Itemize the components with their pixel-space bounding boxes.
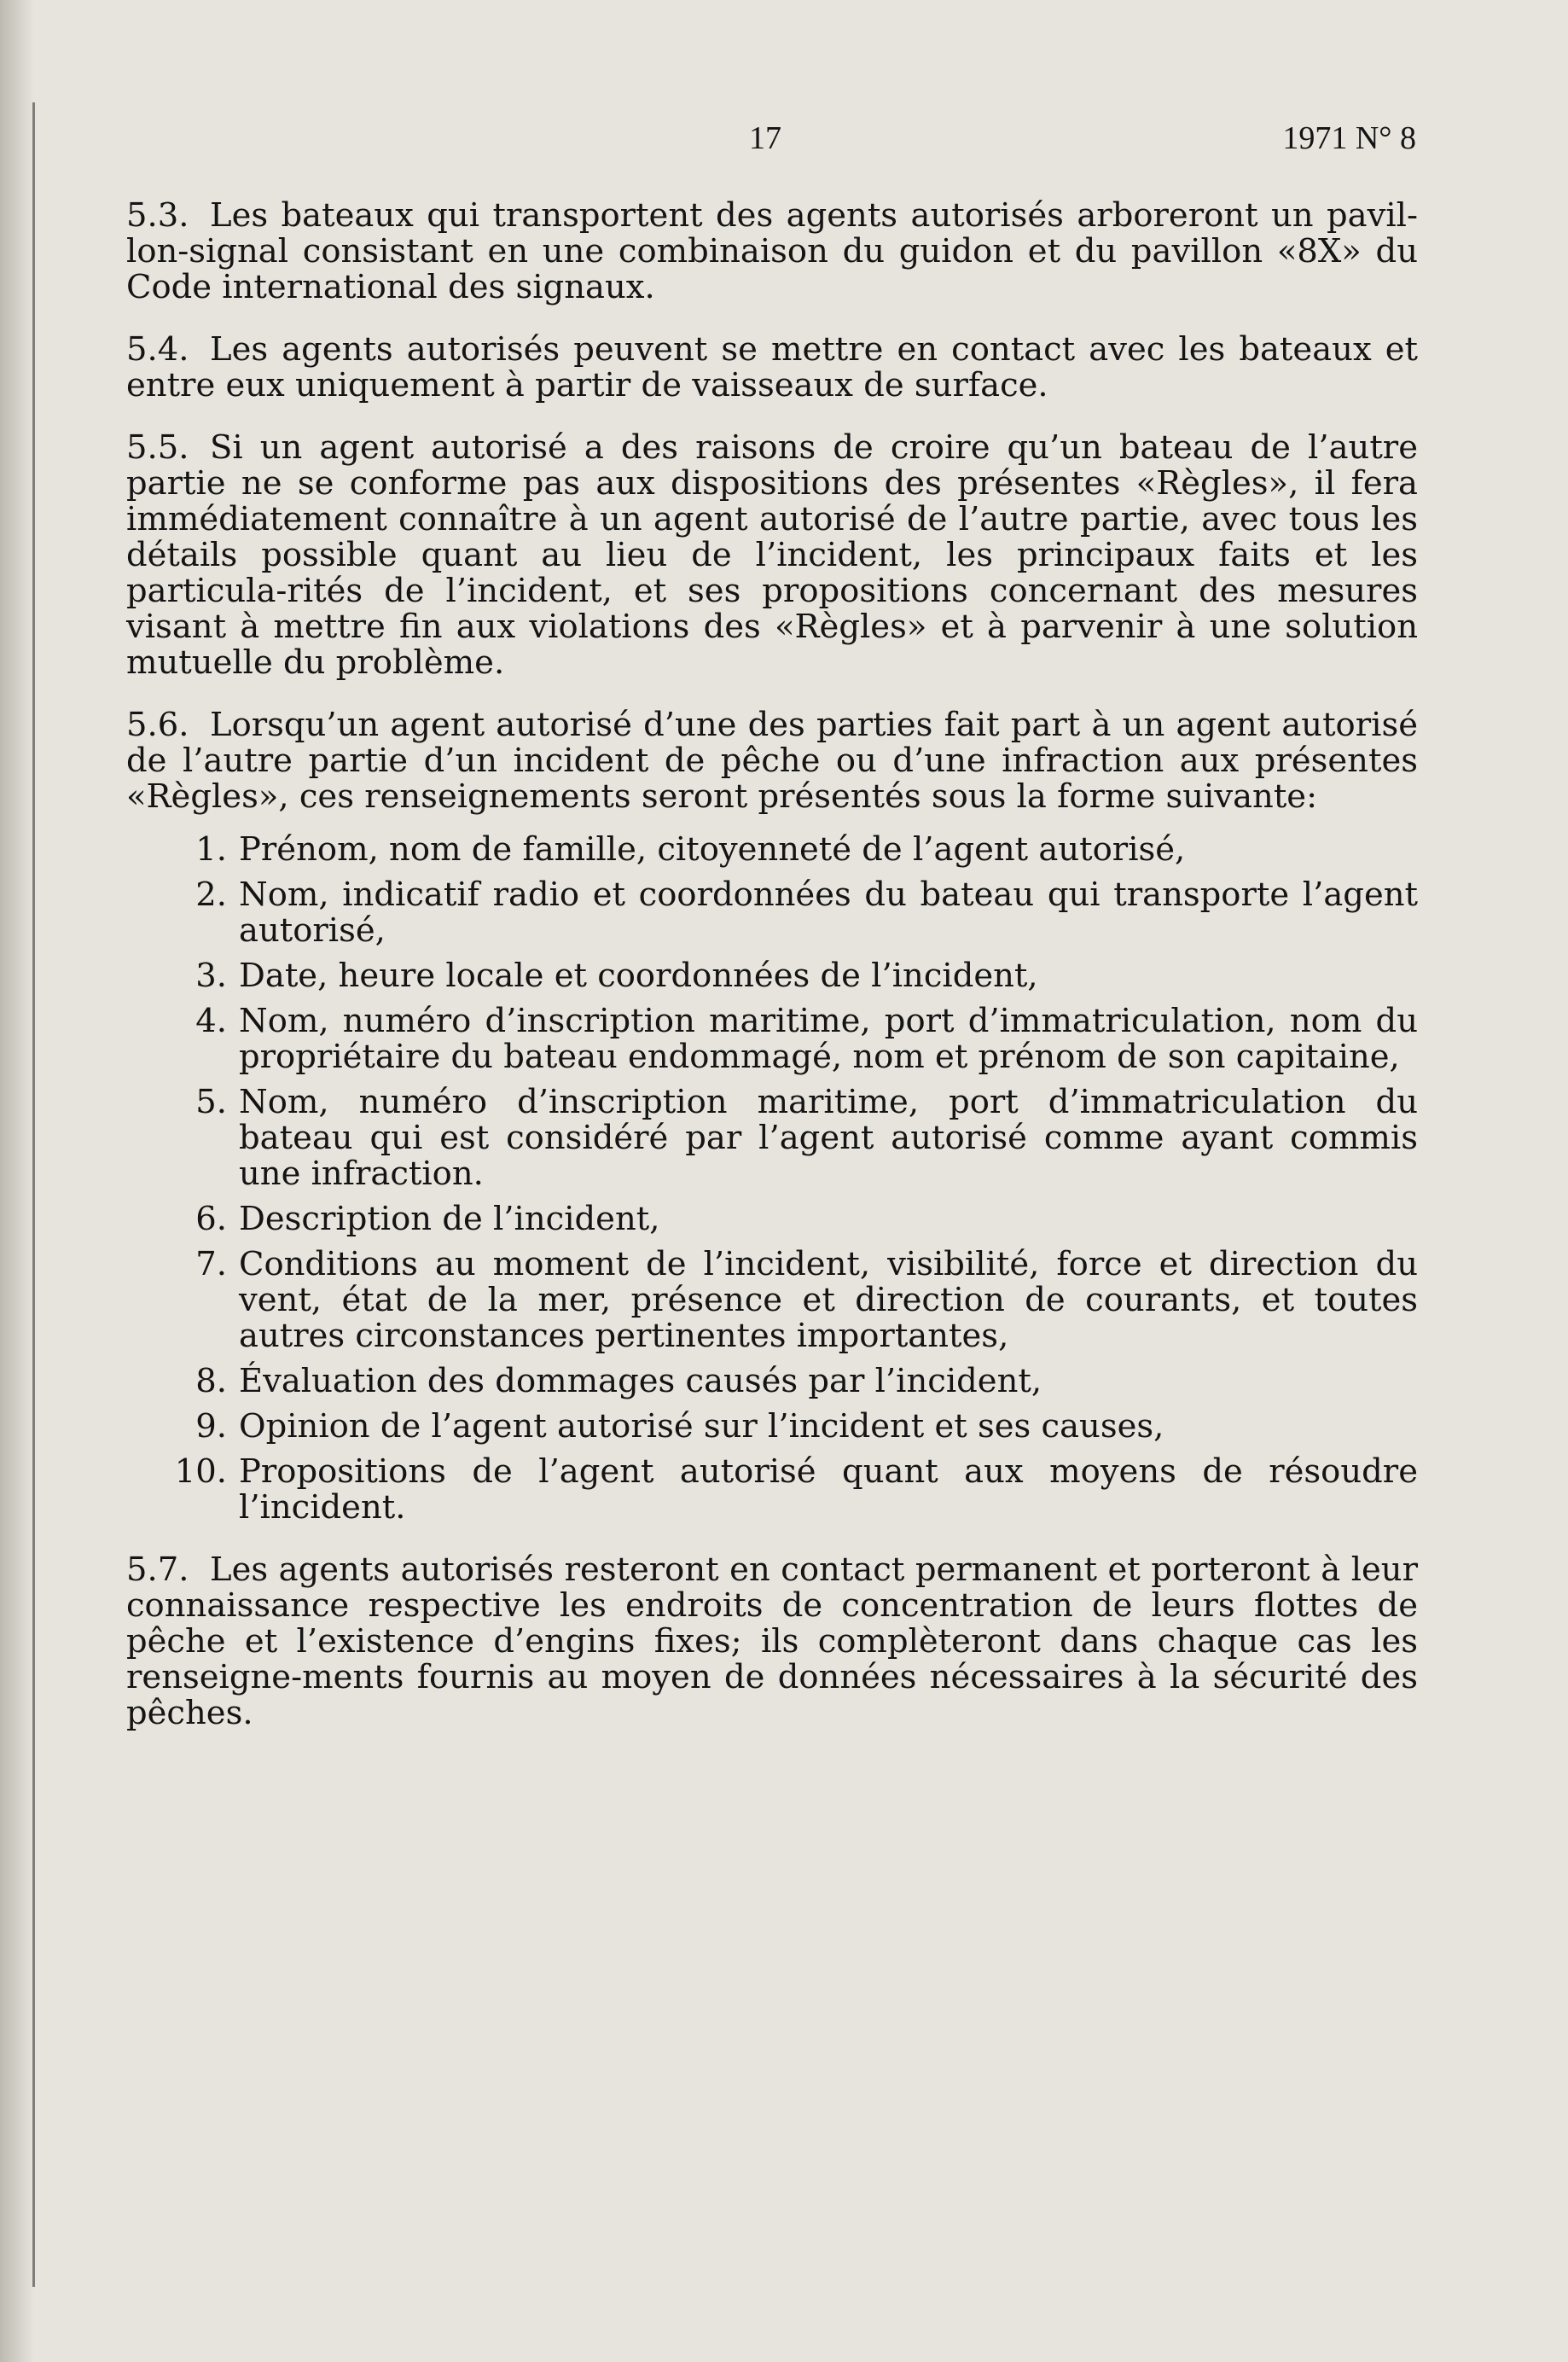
paragraph-text: Les agents autorisés resteront en contact permanent et porteront à leur connaissance respective les endroits de concentration de leurs flottes de pêche et l’existence d’engins fixes; ils complèteront dans chaque cas les renseigne-ments fournis au moyen de données nécessaires à la sécurité des pêches. [126,1550,1418,1732]
list-item [126,877,1418,949]
paragraph-text: Si un agent autorisé a des raisons de croire qu’un bateau de l’autre partie ne se conforme pas aux dispositions des présentes «Règles», il fera immédiatement connaître à un agent autorisé de l’autre partie, avec tous les détails possible quant au lieu de l’incident, les principaux faits et les particula-rités de l’incident, et ses propositions concernant des mesures visant à mettre fin aux violations des «Règles» et à parvenir à une solution mutuelle du problème. [126,428,1418,682]
paragraph-text: Les agents autorisés peuvent se mettre en contact avec les bateaux et entre eux uniquement à partir de vaisseaux de surface. [126,330,1418,404]
document-body [126,198,1418,1758]
page-number: 17 [749,120,781,156]
page-edge [32,102,35,2287]
list-item-text: Prénom, nom de famille, citoyenneté de l’agent autorisé, [239,830,1186,869]
paragraph-number: 5.3. [126,196,189,235]
list-item-number: 4. [195,1002,227,1040]
list-item [126,1409,1418,1445]
paragraph-5-3 [126,198,1418,305]
list-item [126,1201,1418,1237]
list-item [126,1364,1418,1399]
paragraph-number: 5.5. [126,428,189,467]
list-item-text: Évaluation des dommages causés par l’incident, [239,1362,1042,1400]
list-item [126,1247,1418,1354]
list-item [126,1085,1418,1192]
list-item-number: 8. [195,1362,227,1400]
paragraph-5-5 [126,430,1418,681]
paragraph-text: Lorsqu’un agent autorisé d’une des parties fait part à un agent autorisé de l’autre partie d’un incident de pêche ou d’une infraction aux présentes «Règles», ces renseignements seront présentés sous la forme suivante: [126,706,1418,816]
paragraph-number: 5.4. [126,330,189,369]
list-item-number: 9. [195,1407,227,1446]
list-item [126,832,1418,868]
list-item-text: Date, heure locale et coordonnées de l’incident, [239,957,1038,995]
list-item-text: Description de l’incident, [239,1200,660,1238]
list-item-text: Conditions au moment de l’incident, visibilité, force et direction du vent, état de la mer, présence et direction de courants, et toutes autres circonstances pertinentes importantes, [239,1245,1418,1355]
list-item-text: Nom, numéro d’inscription maritime, port d’immatriculation du bateau qui est considéré par l’agent autorisé comme ayant commis une infraction. [239,1083,1418,1193]
list-item-number: 6. [195,1200,227,1238]
list-item-number: 3. [195,957,227,995]
list-item-text: Nom, indicatif radio et coordonnées du bateau qui transporte l’agent autorisé, [239,876,1418,950]
paragraph-number: 5.6. [126,706,189,744]
list-item-number: 7. [195,1245,227,1283]
paragraph-number: 5.7. [126,1550,189,1589]
paragraph-5-4 [126,332,1418,404]
numbered-list [126,832,1418,1526]
list-item-number: 10. [174,1452,227,1491]
list-item-number: 2. [195,876,227,914]
paragraph-5-6 [126,707,1418,815]
paragraph-text: Les bateaux qui transportent des agents autorisés arboreront un pavil-lon-signal consistant en une combinaison du guidon et du pavillon «8X» du Code international des signaux. [126,196,1418,306]
list-item-text: Nom, numéro d’inscription maritime, port d’immatriculation, nom du propriétaire du bateau endommagé, nom et prénom de son capitaine, [239,1002,1418,1076]
list-item-text: Propositions de l’agent autorisé quant aux moyens de résoudre l’incident. [239,1452,1418,1527]
list-item-number: 1. [195,830,227,869]
page-binding-shadow [0,0,34,2362]
list-item-number: 5. [195,1083,227,1121]
page-header [128,119,1416,162]
paragraph-5-7 [126,1552,1418,1731]
document-reference: 1971 N° 8 [1282,120,1416,156]
list-item [126,1004,1418,1075]
list-item [126,958,1418,994]
list-item-text: Opinion de l’agent autorisé sur l’incident et ses causes, [239,1407,1164,1446]
list-item [126,1454,1418,1526]
